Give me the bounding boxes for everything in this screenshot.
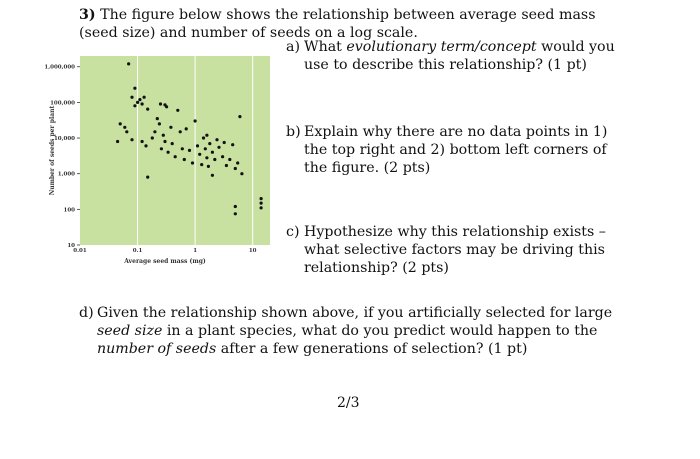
data-point <box>162 134 165 137</box>
y-tick-label: 10,000 <box>53 136 75 143</box>
x-axis-label: Average seed mass (mg) <box>124 258 206 265</box>
part-c-label: c) <box>286 224 300 240</box>
data-point <box>169 126 172 129</box>
data-point <box>133 104 136 107</box>
question-part-a <box>286 38 616 74</box>
question-part-b <box>286 123 616 177</box>
data-point <box>141 102 144 105</box>
data-point <box>176 109 179 112</box>
x-tick-label: 10 <box>248 248 257 254</box>
data-point <box>221 155 224 158</box>
part-d-label: d) <box>79 305 94 321</box>
question-part-c <box>286 223 616 277</box>
y-tick-label: 1,000 <box>57 171 75 178</box>
data-point <box>196 144 199 147</box>
data-point <box>160 147 163 150</box>
data-point <box>205 156 208 159</box>
part-a-label: a) <box>286 39 300 55</box>
data-point <box>207 165 210 168</box>
data-point <box>143 96 146 99</box>
data-point <box>165 105 168 108</box>
data-point <box>163 140 166 143</box>
data-point <box>144 144 147 147</box>
x-tick-label: 0.01 <box>73 248 87 254</box>
data-point <box>204 147 207 150</box>
data-point <box>185 127 188 130</box>
data-point <box>260 197 263 200</box>
data-point <box>213 158 216 161</box>
part-b-label: b) <box>286 124 301 140</box>
data-point <box>236 161 239 164</box>
plot-area <box>80 56 270 245</box>
data-point <box>211 151 214 154</box>
data-point <box>260 206 263 209</box>
y-tick-label: 100 <box>63 207 75 214</box>
data-point <box>138 98 141 101</box>
data-point <box>116 140 119 143</box>
data-point <box>208 142 211 145</box>
data-point <box>151 136 154 139</box>
y-tick-label: 10 <box>67 243 75 249</box>
data-point <box>119 122 122 125</box>
part-d-emphasis-1: seed size <box>97 323 163 339</box>
y-tick-label: 100,000 <box>50 100 75 107</box>
data-point <box>183 158 186 161</box>
data-point <box>215 138 218 141</box>
data-point <box>198 153 201 156</box>
data-point <box>205 134 208 137</box>
data-point <box>202 136 205 139</box>
question-heading <box>79 6 619 42</box>
data-point <box>223 141 226 144</box>
scatter-plot <box>40 40 280 270</box>
part-a-text: What <box>304 39 347 55</box>
data-point <box>179 130 182 133</box>
data-point <box>228 158 231 161</box>
part-d-emphasis-2: number of seeds <box>97 341 217 357</box>
data-point <box>127 62 130 65</box>
data-point <box>238 115 241 118</box>
part-b-text: Explain why there are no data points in 1) the top right and 2) bottom left corners of the figure. (2 pts) <box>304 124 608 176</box>
data-point <box>158 122 161 125</box>
data-point <box>231 143 234 146</box>
data-point <box>240 172 243 175</box>
x-tick-label: 0.1 <box>132 248 143 254</box>
seed-mass-chart <box>40 40 280 270</box>
data-point <box>225 164 228 167</box>
y-axis-label: Number of seeds per plant <box>49 105 56 196</box>
data-point <box>153 130 156 133</box>
x-tick-label: 1 <box>193 248 198 254</box>
data-point <box>133 87 136 90</box>
data-point <box>136 101 139 104</box>
part-d-text: Given the relationship shown above, if you artificially selected for large <box>97 305 613 321</box>
question-part-d <box>79 304 619 358</box>
data-point <box>217 146 220 149</box>
data-point <box>191 161 194 164</box>
data-point <box>181 147 184 150</box>
data-point <box>194 119 197 122</box>
question-number: 3) <box>79 7 96 23</box>
data-point <box>146 108 149 111</box>
page-number: 2/3 <box>337 395 360 411</box>
data-point <box>130 96 133 99</box>
data-point <box>260 202 263 205</box>
data-point <box>234 212 237 215</box>
data-point <box>130 138 133 141</box>
data-point <box>234 167 237 170</box>
data-point <box>167 151 170 154</box>
data-point <box>200 163 203 166</box>
question-text: The figure below shows the relationship between average seed mass (seed size) and number of seeds on a log scale. <box>79 7 596 41</box>
data-point <box>123 126 126 129</box>
data-point <box>156 117 159 120</box>
data-point <box>141 140 144 143</box>
part-a-text-end: would you use to describe this relationship? (1 pt) <box>304 39 615 73</box>
data-point <box>211 174 214 177</box>
data-point <box>146 176 149 179</box>
part-a-emphasis: evolutionary term/concept <box>346 39 537 55</box>
data-point <box>188 149 191 152</box>
part-c-text: Hypothesize why this relationship exists – what selective factors may be driving this relationship? (2 pts) <box>304 224 606 276</box>
part-d-text-end: after a few generations of selection? (1 pt) <box>216 341 528 357</box>
data-point <box>125 130 128 133</box>
data-point <box>171 142 174 145</box>
data-point <box>234 205 237 208</box>
y-tick-label: 1,000,000 <box>44 64 75 71</box>
data-point <box>159 102 162 105</box>
data-point <box>174 155 177 158</box>
part-d-text-mid: in a plant species, what do you predict would happen to the <box>162 323 598 339</box>
